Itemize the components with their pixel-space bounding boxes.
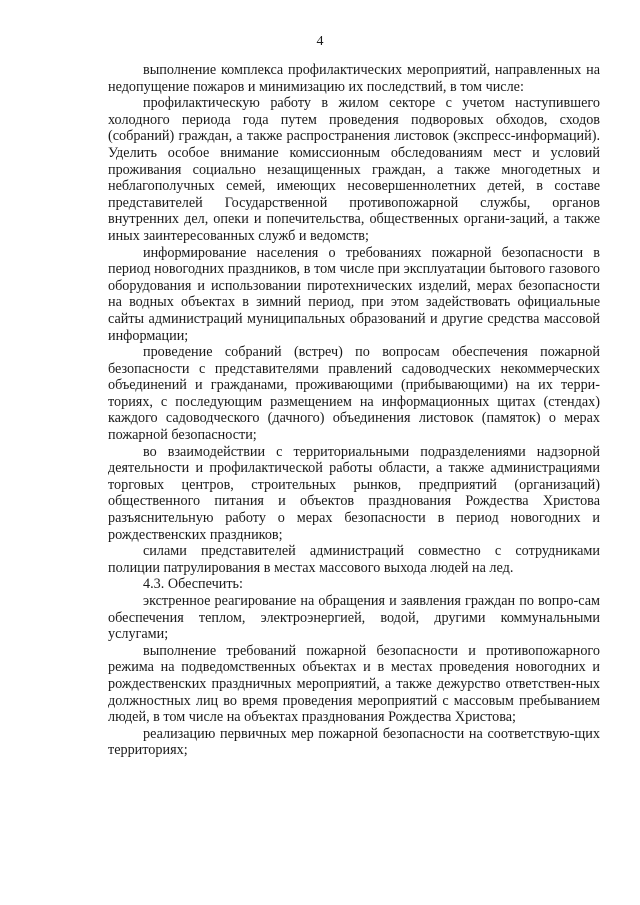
paragraph: во взаимодействии с территориальными подразделениями надзорной деятельности и профилактической работы области, а также администрациями торговых центров, строительных рынков, предприятий (организаций) общественного питания и объектов празднования Рождества Христова разъяснительную работу о мерах безопасности в период новогодних и рождественских праздников; (108, 443, 600, 543)
paragraph: экстренное реагирование на обращения и заявления граждан по вопро-сам обеспечения теплом, электроэнергией, водой, другими коммунальными услугами; (108, 593, 600, 643)
document-body (108, 62, 600, 759)
paragraph: информирование населения о требованиях пожарной безопасности в период новогодних праздников, в том числе при эксплуатации бытового газового оборудования и использовании пиротехнических изделий, мерах безопасности на водных объектах в зимний период, при этом задействовать официальные сайты администраций муниципальных образований и другие средства массовой информации; (108, 244, 600, 344)
section-heading: 4.3. Обеспечить: (143, 576, 243, 593)
paragraph: выполнение требований пожарной безопасности и противопожарного режима на подведомственных объектах и в местах проведения новогодних и рождественских праздничных мероприятий, а также дежурство ответствен-ных должностных лиц во время проведения мероприятий с массовым пребыванием людей, в том числе на объектах празднования Рождества Христова; (108, 642, 600, 726)
page-number: 4 (316, 34, 324, 49)
paragraph: выполнение комплекса профилактических мероприятий, направленных на недопущение пожаров и минимизацию их последствий, в том числе: (108, 62, 600, 95)
paragraph: проведение собраний (встреч) по вопросам обеспечения пожарной безопасности с представителями правлений садоводческих некоммерческих объединений и гражданами, проживающими (прибывающими) на их терри-ториях, с последующим размещением на информационных щитах (стендах) каждого садоводческого (дачного) объединения листовок (памяток) о мерах пожарной безопасности; (108, 344, 600, 444)
paragraph: силами представителей администраций совместно с сотрудниками полиции патрулирования в местах массового выхода людей на лед. (108, 543, 600, 576)
paragraph: реализацию первичных мер пожарной безопасности на соответствую-щих территориях; (108, 725, 600, 759)
paragraph: профилактическую работу в жилом секторе с учетом наступившего холодного периода года путем проведения подворовых обходов, сходов (собраний) граждан, а также распространения листовок (экспресс-информаций). Уделить особое внимание комиссионным обследованиям мест и условий проживания социально незащищенных граждан, а также многодетных и неблагополучных семей, имеющих несовершеннолетних детей, в составе представителей Государственной противопожарной службы, органов внутренних дел, опеки и попечительства, общественных органи-заций, а также иных заинтересованных служб и ведомств; (108, 95, 600, 244)
